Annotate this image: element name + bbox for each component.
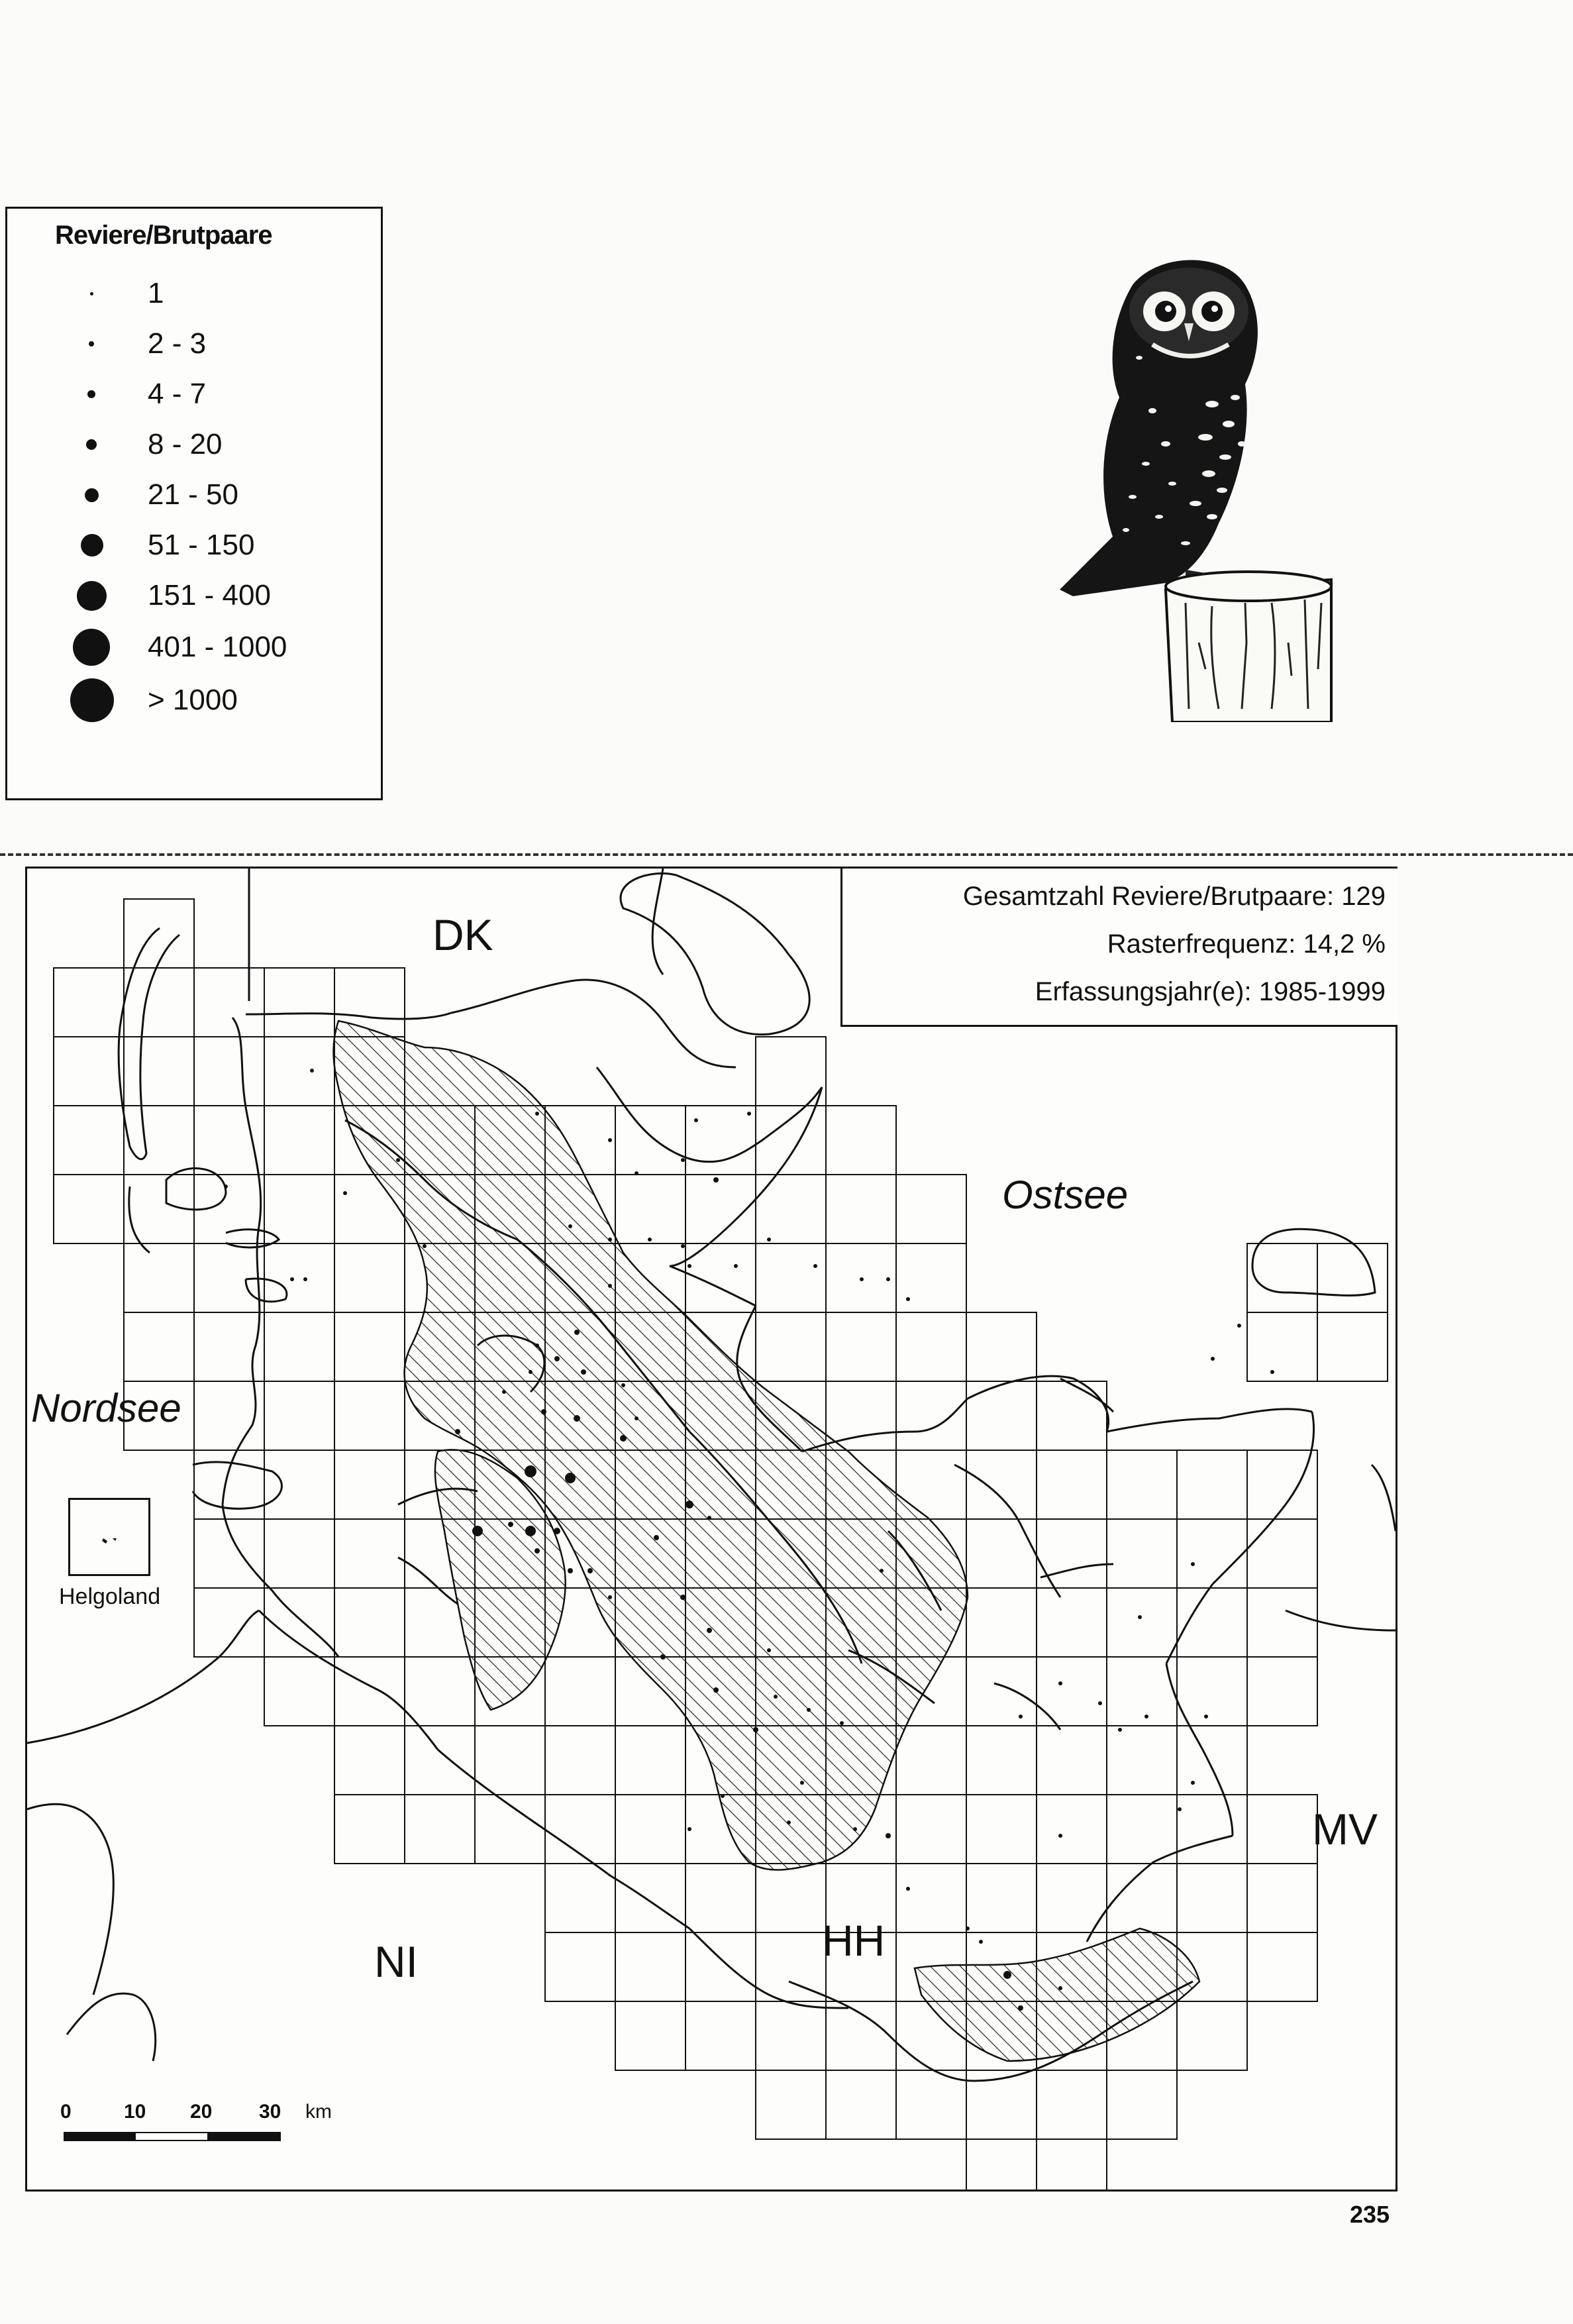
- grid-cell: [545, 1726, 615, 1795]
- grid-cell: [124, 1106, 194, 1175]
- occurrence-dot: [1178, 1807, 1182, 1811]
- helgoland-inset: [68, 1498, 150, 1576]
- grid-cell: [896, 1243, 966, 1312]
- occurrence-dot: [587, 1568, 593, 1573]
- occurrence-dot: [707, 1516, 711, 1520]
- grid-cell: [475, 1726, 545, 1795]
- owl-illustration: [1053, 245, 1358, 722]
- occurrence-dot: [681, 1158, 685, 1162]
- occurrence-dot: [455, 1429, 460, 1434]
- grid-cell: [124, 1312, 194, 1381]
- occurrence-dot: [423, 1244, 427, 1248]
- grid-cell: [405, 1657, 475, 1726]
- occurrence-dot: [1003, 1971, 1011, 1979]
- occurrence-dot: [290, 1277, 294, 1281]
- grid-cell: [124, 1037, 194, 1106]
- survey-years: Erfassungsjahr(e): 1985-1999: [1035, 977, 1386, 1006]
- occurrence-dot: [1138, 1615, 1142, 1619]
- grid-cell: [1037, 1726, 1107, 1795]
- page-number: 235: [1350, 2201, 1390, 2228]
- grid-cell: [685, 2001, 756, 2070]
- legend-row-2: [5, 321, 376, 367]
- grid-cell: [405, 1726, 475, 1795]
- grid-cell: [896, 1175, 966, 1243]
- occurrence-dot: [886, 1277, 890, 1281]
- occurrence-dot: [660, 1654, 666, 1660]
- occurrence-dot: [880, 1569, 884, 1573]
- grid-cell: [1247, 1657, 1317, 1726]
- grid-cell: [756, 2070, 826, 2139]
- occurrence-dot: [687, 1827, 691, 1831]
- legend-dot-3: [87, 390, 95, 398]
- grid-cell: [1177, 1864, 1247, 1932]
- grid-cell: [54, 968, 124, 1037]
- occurrence-dot: [681, 1244, 685, 1248]
- grid-cell: [966, 1657, 1037, 1726]
- grid-cell: [1317, 1243, 1388, 1312]
- grid-cell: [334, 1519, 405, 1588]
- grid-cell: [1107, 1795, 1177, 1864]
- legend-label-8: 401 - 1000: [148, 631, 287, 663]
- occurrence-dot: [620, 1435, 627, 1442]
- occurrence-dot: [525, 1526, 536, 1536]
- occurrence-dot: [608, 1284, 612, 1288]
- grid-cell: [1037, 1657, 1107, 1726]
- occurrence-dot: [886, 1833, 891, 1838]
- occurrence-dot: [574, 1330, 580, 1335]
- occurrence-dot: [472, 1526, 483, 1536]
- occurrence-dot: [774, 1695, 778, 1699]
- scale-tick-20: 20: [190, 2101, 213, 2123]
- legend-label-6: 51 - 150: [148, 529, 255, 561]
- grid-cell: [264, 1106, 334, 1175]
- occurrence-dot: [508, 1522, 513, 1527]
- grid-cell: [194, 968, 264, 1037]
- legend-row-6: [5, 522, 376, 568]
- occurrence-dot: [713, 1687, 719, 1693]
- occurrence-dot: [753, 1727, 758, 1732]
- grid-cell: [966, 1864, 1037, 1932]
- legend-label-4: 8 - 20: [148, 428, 223, 460]
- grid-cell: [264, 1037, 334, 1106]
- legend-dot-4: [86, 439, 97, 450]
- occurrence-dot: [787, 1821, 791, 1824]
- grid-cell: [966, 1795, 1037, 1864]
- grid-cell: [54, 1037, 124, 1106]
- occurrence-dot: [568, 1568, 573, 1573]
- grid-cell: [1177, 1657, 1247, 1726]
- grid-cell: [966, 1726, 1037, 1795]
- legend-dot-6: [81, 534, 103, 556]
- scale-bar-graphic: [60, 2130, 285, 2143]
- grid-cell: [756, 1864, 826, 1932]
- grid-cell: [334, 1381, 405, 1450]
- occurrence-dot: [1058, 1986, 1062, 1990]
- grid-cell: [1247, 1243, 1317, 1312]
- distribution-map: [25, 867, 1397, 2192]
- occurrence-dot: [534, 1548, 540, 1554]
- grid-cell: [826, 1175, 896, 1243]
- grid-cell: [264, 968, 334, 1037]
- occurrence-dot: [800, 1781, 804, 1785]
- occurrence-dot: [707, 1628, 712, 1633]
- grid-cell: [1247, 1312, 1317, 1381]
- occurrence-dot: [813, 1264, 817, 1268]
- grid-cell: [1037, 1450, 1107, 1519]
- grid-cell: [1107, 1726, 1177, 1795]
- label-helgoland: Helgoland: [59, 1584, 161, 1609]
- legend-dot-9: [70, 678, 114, 722]
- occurrence-dot: [747, 1112, 751, 1116]
- helgoland-islands: [70, 1500, 148, 1574]
- occurrence-dot: [581, 1369, 586, 1375]
- occurrence-dot: [535, 1112, 539, 1116]
- occurrence-dot: [713, 1177, 719, 1183]
- occurrence-dot: [502, 1390, 506, 1394]
- legend-dot-1: [90, 292, 93, 295]
- occurrence-dot: [648, 1238, 652, 1241]
- scale-bar: [60, 2101, 332, 2160]
- occurrence-dot: [608, 1595, 612, 1599]
- occurrence-dot: [687, 1264, 691, 1268]
- grid-cell: [194, 1106, 264, 1175]
- grid-cell: [405, 1795, 475, 1864]
- grid-cell: [334, 1450, 405, 1519]
- occurrence-dot: [1144, 1715, 1148, 1718]
- occurrence-dot: [721, 1794, 725, 1798]
- grid-cell: [1107, 1519, 1177, 1588]
- occurrence-dot: [767, 1238, 771, 1241]
- legend-label-2: 2 - 3: [148, 327, 207, 360]
- legend-row-8: [5, 624, 376, 670]
- occurrence-dot: [310, 1069, 314, 1073]
- occurrence-dot: [565, 1473, 576, 1483]
- occurrence-dot: [654, 1535, 659, 1540]
- grid-cell: [1107, 1588, 1177, 1657]
- grid-cell: [1037, 2139, 1107, 2190]
- grid-cell: [1107, 1864, 1177, 1932]
- separator-line: [0, 853, 1573, 856]
- label-nordsee: Nordsee: [31, 1386, 181, 1430]
- grid-cell: [615, 1795, 685, 1864]
- occurrence-dot: [840, 1721, 844, 1725]
- info-box: [840, 869, 1397, 1027]
- grid-cell: [545, 1932, 615, 2001]
- label-ni: NI: [374, 1937, 418, 1986]
- occurrence-dot: [396, 1158, 400, 1162]
- legend-label-7: 151 - 400: [148, 579, 271, 611]
- grid-cell: [966, 2139, 1037, 2190]
- occurrence-dot: [1191, 1781, 1195, 1785]
- occurrence-dot: [979, 1940, 983, 1944]
- grid-cell: [685, 1932, 756, 2001]
- grid-cell: [194, 1312, 264, 1381]
- grid-cell: [1177, 1450, 1247, 1519]
- occurrence-dot: [1270, 1370, 1274, 1374]
- legend-dot-2: [89, 341, 94, 346]
- occurrence-dot: [734, 1264, 738, 1268]
- legend-row-4: [5, 421, 376, 468]
- grid-frequency: Rasterfrequenz: 14,2 %: [1107, 929, 1386, 959]
- grid-cell: [966, 1519, 1037, 1588]
- occurrence-dot: [608, 1238, 612, 1241]
- grid-cell: [334, 1726, 405, 1795]
- grid-cell: [334, 1795, 405, 1864]
- legend-dot-7: [77, 581, 107, 611]
- occurrence-dot: [634, 1171, 638, 1175]
- grid-cell: [1177, 2001, 1247, 2070]
- grid-cell: [124, 899, 194, 968]
- map-canvas: [27, 869, 1395, 2190]
- grid-cell: [1107, 1450, 1177, 1519]
- occurrence-dot: [554, 1528, 560, 1534]
- legend-dot-5: [85, 488, 99, 502]
- occurrence-dot: [966, 1927, 970, 1930]
- occurrence-dot: [1098, 1701, 1102, 1705]
- grid-cell: [264, 1175, 334, 1243]
- grid-cell: [896, 1726, 966, 1795]
- grid-cell: [1177, 1519, 1247, 1588]
- label-dk: DK: [432, 910, 493, 959]
- occurrence-dot: [554, 1356, 560, 1361]
- occurrence-dot: [1058, 1681, 1062, 1685]
- occurrence-dot: [303, 1277, 307, 1281]
- grid-cell: [756, 1312, 826, 1381]
- occurrence-dot: [860, 1277, 864, 1281]
- grid-cell: [1037, 1588, 1107, 1657]
- grid-cell: [685, 1106, 756, 1175]
- occurrence-dot: [541, 1409, 546, 1414]
- label-hh: HH: [822, 1916, 886, 1965]
- grid-cell: [264, 1519, 334, 1588]
- legend-label-1: 1: [148, 277, 164, 309]
- grid-cell: [966, 1312, 1037, 1381]
- occurrence-dot: [1018, 2005, 1023, 2011]
- occurrence-dot: [529, 1370, 533, 1374]
- grid-cell: [264, 1588, 334, 1657]
- grid-cell: [124, 1243, 194, 1312]
- grid-cell: [1247, 1519, 1317, 1588]
- grid-cell: [756, 2001, 826, 2070]
- grid-cell: [1247, 1932, 1317, 2001]
- grid-cell: [264, 1381, 334, 1450]
- grid-cell: [615, 1932, 685, 2001]
- legend-label-3: 4 - 7: [148, 378, 207, 410]
- grid-cell: [966, 1381, 1037, 1450]
- grid-cell: [896, 2070, 966, 2139]
- occurrence-dot: [807, 1708, 811, 1712]
- scale-unit: km: [305, 2101, 332, 2123]
- occurrence-dot: [525, 1465, 536, 1477]
- grid-cell: [264, 1312, 334, 1381]
- scale-tick-30: 30: [259, 2101, 281, 2123]
- grid-cell: [756, 1106, 826, 1175]
- grid-cell: [896, 1312, 966, 1381]
- grid-cell: [1177, 1726, 1247, 1795]
- grid-cell: [966, 1588, 1037, 1657]
- occurrence-dot: [535, 1344, 539, 1347]
- grid-cell: [334, 1657, 405, 1726]
- grid-cell: [124, 968, 194, 1037]
- grid-cell: [826, 1312, 896, 1381]
- legend-dot-8: [73, 629, 110, 666]
- scale-tick-0: 0: [60, 2101, 72, 2123]
- grid-cell: [334, 1312, 405, 1381]
- label-ostsee: Ostsee: [1002, 1173, 1129, 1217]
- grid-cell: [1037, 1519, 1107, 1588]
- grid-cell: [1037, 1795, 1107, 1864]
- occurrence-dot: [574, 1415, 580, 1422]
- grid-cell: [545, 1864, 615, 1932]
- occurrence-dot: [694, 1118, 698, 1122]
- grid-cell: [966, 1450, 1037, 1519]
- occurrence-dot: [1058, 1834, 1062, 1838]
- grid-cell: [54, 1175, 124, 1243]
- legend-row-5: [5, 472, 376, 518]
- legend-entries: [5, 207, 383, 800]
- grid-cell: [194, 1381, 264, 1450]
- occurrence-dot: [680, 1595, 685, 1600]
- legend-title: Reviere/Brutpaare: [55, 221, 272, 250]
- grid-cell: [615, 1726, 685, 1795]
- legend-row-3: [5, 371, 376, 417]
- occurrence-dot: [767, 1648, 771, 1652]
- total-count: Gesamtzahl Reviere/Brutpaare: 129: [962, 882, 1386, 911]
- grid-cell: [54, 1106, 124, 1175]
- grid-cell: [264, 1657, 334, 1726]
- grid-cell: [756, 1175, 826, 1243]
- grid-cell: [334, 1243, 405, 1312]
- occurrence-dot: [853, 1827, 857, 1831]
- grid-cell: [1177, 1795, 1247, 1864]
- grid-cell: [334, 1588, 405, 1657]
- legend-row-7: [5, 572, 376, 619]
- grid-cell: [826, 1106, 896, 1175]
- label-mv: MV: [1312, 1805, 1378, 1854]
- grid-cell: [1317, 1312, 1388, 1381]
- grid-cell: [896, 1795, 966, 1864]
- occurrence-dot: [568, 1224, 572, 1228]
- grid-cell: [1247, 1795, 1317, 1864]
- occurrence-dot: [1191, 1562, 1195, 1566]
- grid-cell: [615, 1864, 685, 1932]
- grid-cell: [615, 1106, 685, 1175]
- occurrence-dot: [1204, 1715, 1208, 1718]
- grid-cell: [826, 2070, 896, 2139]
- legend-row-1: [5, 270, 376, 317]
- occurrence-dot: [634, 1416, 638, 1420]
- grid-cell: [896, 1381, 966, 1450]
- grid-cell: [685, 1864, 756, 1932]
- grid-cell: [264, 1450, 334, 1519]
- occurrence-dot: [1019, 1715, 1023, 1718]
- grid-cell: [194, 1037, 264, 1106]
- grid-cell: [1107, 2070, 1177, 2139]
- grid-cell: [756, 1243, 826, 1312]
- occurrence-dot: [621, 1383, 625, 1387]
- legend-label-9: > 1000: [148, 684, 238, 716]
- grid-cell: [826, 1381, 896, 1450]
- grid-cell: [545, 1657, 615, 1726]
- occurrence-dot: [906, 1297, 910, 1301]
- grid-cell: [1037, 1864, 1107, 1932]
- grid-cell: [1037, 1381, 1107, 1450]
- occurrence-dot: [1118, 1728, 1122, 1732]
- legend-label-5: 21 - 50: [148, 478, 238, 511]
- grid-cell: [615, 2001, 685, 2070]
- grid-cell: [1247, 1864, 1317, 1932]
- occurrence-dot: [906, 1887, 910, 1891]
- scale-tick-10: 10: [124, 2101, 146, 2123]
- grid-cell: [826, 2001, 896, 2070]
- legend-row-9: [5, 677, 376, 723]
- grid-cell: [896, 1864, 966, 1932]
- grid-cell: [1037, 2070, 1107, 2139]
- grid-cell: [615, 1175, 685, 1243]
- occurrence-dot: [1211, 1357, 1215, 1361]
- occurrence-dot: [1237, 1324, 1241, 1328]
- grid-cell: [1247, 1588, 1317, 1657]
- occurrence-dot: [343, 1191, 347, 1195]
- occurrence-dot: [685, 1501, 693, 1508]
- occurrence-dot: [224, 1185, 228, 1188]
- occurrence-dot: [608, 1138, 612, 1142]
